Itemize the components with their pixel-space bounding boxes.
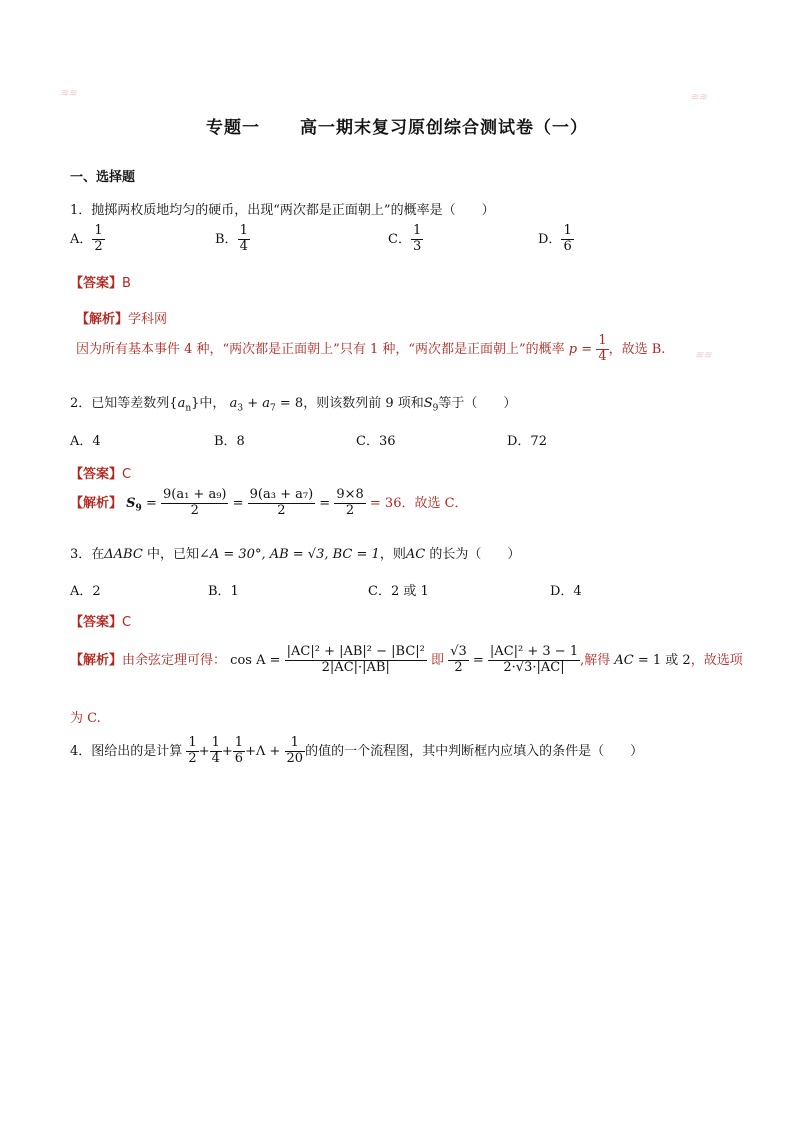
q3-answer: 【答案】C xyxy=(70,615,132,630)
q1-option-a: A． $\frac{1}{2}$ xyxy=(70,223,103,254)
q2-analysis: 【解析】 $S_9$ = $\frac{\text{9(a₁ + a₉)}}{2}$ = $\frac{\text{9(a₃ + a₇)}}{2}$ = $\frac{9\times 8}{2}$ = 36．故选 C． xyxy=(70,487,468,518)
q2-option-b: B．8 xyxy=(214,434,245,449)
q1-option-b: B． $\frac{1}{4}$ xyxy=(215,223,248,254)
q2-answer: 【答案】C xyxy=(70,467,132,482)
q1-analysis-text: 因为所有基本事件 4 种，“两次都是正面朝上”只有 1 种，“两次都是正面朝上”的概率 p = $\frac{1}{4}$ ，故选 B. xyxy=(76,333,666,364)
q3-option-c: C．2 或 1 xyxy=(368,584,429,599)
q4-stem: 4．图给出的是计算 $\frac{1}{2}$ + $\frac{1}{4}$ + $\frac{1}{6}$ +Λ + $\frac{1}{20}$ 的值的一个流程图，其中判断框内应填入的条件是（ ） xyxy=(70,735,644,766)
section-heading: 一、选择题 xyxy=(70,170,136,185)
q1-option-c: C． $\frac{1}{3}$ xyxy=(388,223,422,254)
page-title xyxy=(0,113,794,138)
q1-stem: 1．抛掷两枚质地均匀的硬币，出现“两次都是正面朝上”的概率是（ ） xyxy=(70,203,495,218)
watermark-decoration: ≋≋ xyxy=(60,88,77,99)
q3-option-b: B．1 xyxy=(208,584,239,599)
title-part1: 专题一 xyxy=(206,118,260,138)
q3-option-a: A．2 xyxy=(70,584,101,599)
q3-analysis: 【解析】由余弦定理可得： cos A = $\frac{\text{|AC|² + |AB|² − |BC|²}}{2|AC|\cdot|AB|}$ 即 $\frac{√3}{2}$ = $\frac{\text{|AC|² + 3 − 1}}{2\cdot√3\cdot|AC|}$ ,解得 AC = 1 或 2，故选项 xyxy=(70,644,743,675)
q1-analysis-head: 【解析】学科网 xyxy=(76,312,168,327)
q2-option-d: D．72 xyxy=(507,434,547,449)
q2-option-a: A．4 xyxy=(70,434,101,449)
q3-option-d: D．4 xyxy=(550,584,582,599)
q3-analysis-tail: 为 C. xyxy=(70,711,101,726)
watermark-decoration: ≋≋ xyxy=(690,92,707,103)
watermark-decoration: ≋≋ xyxy=(695,350,712,361)
q2-stem: 2．已知等差数列$\{a_n\}$中， $a_3 + a_7 = 8$，则该数列前 9 项和$S_9$等于（ ） xyxy=(70,396,517,414)
q1-answer: 【答案】B xyxy=(70,276,131,291)
q3-stem: 3．在ΔABC 中，已知∠A = 30°, AB = √3, BC = 1，则AC 的长为（ ） xyxy=(70,547,521,562)
title-part2: 高一期末复习原创综合测试卷（一） xyxy=(300,118,588,138)
q2-option-c: C．36 xyxy=(356,434,396,449)
q1-option-d: D． $\frac{1}{6}$ xyxy=(538,223,572,254)
